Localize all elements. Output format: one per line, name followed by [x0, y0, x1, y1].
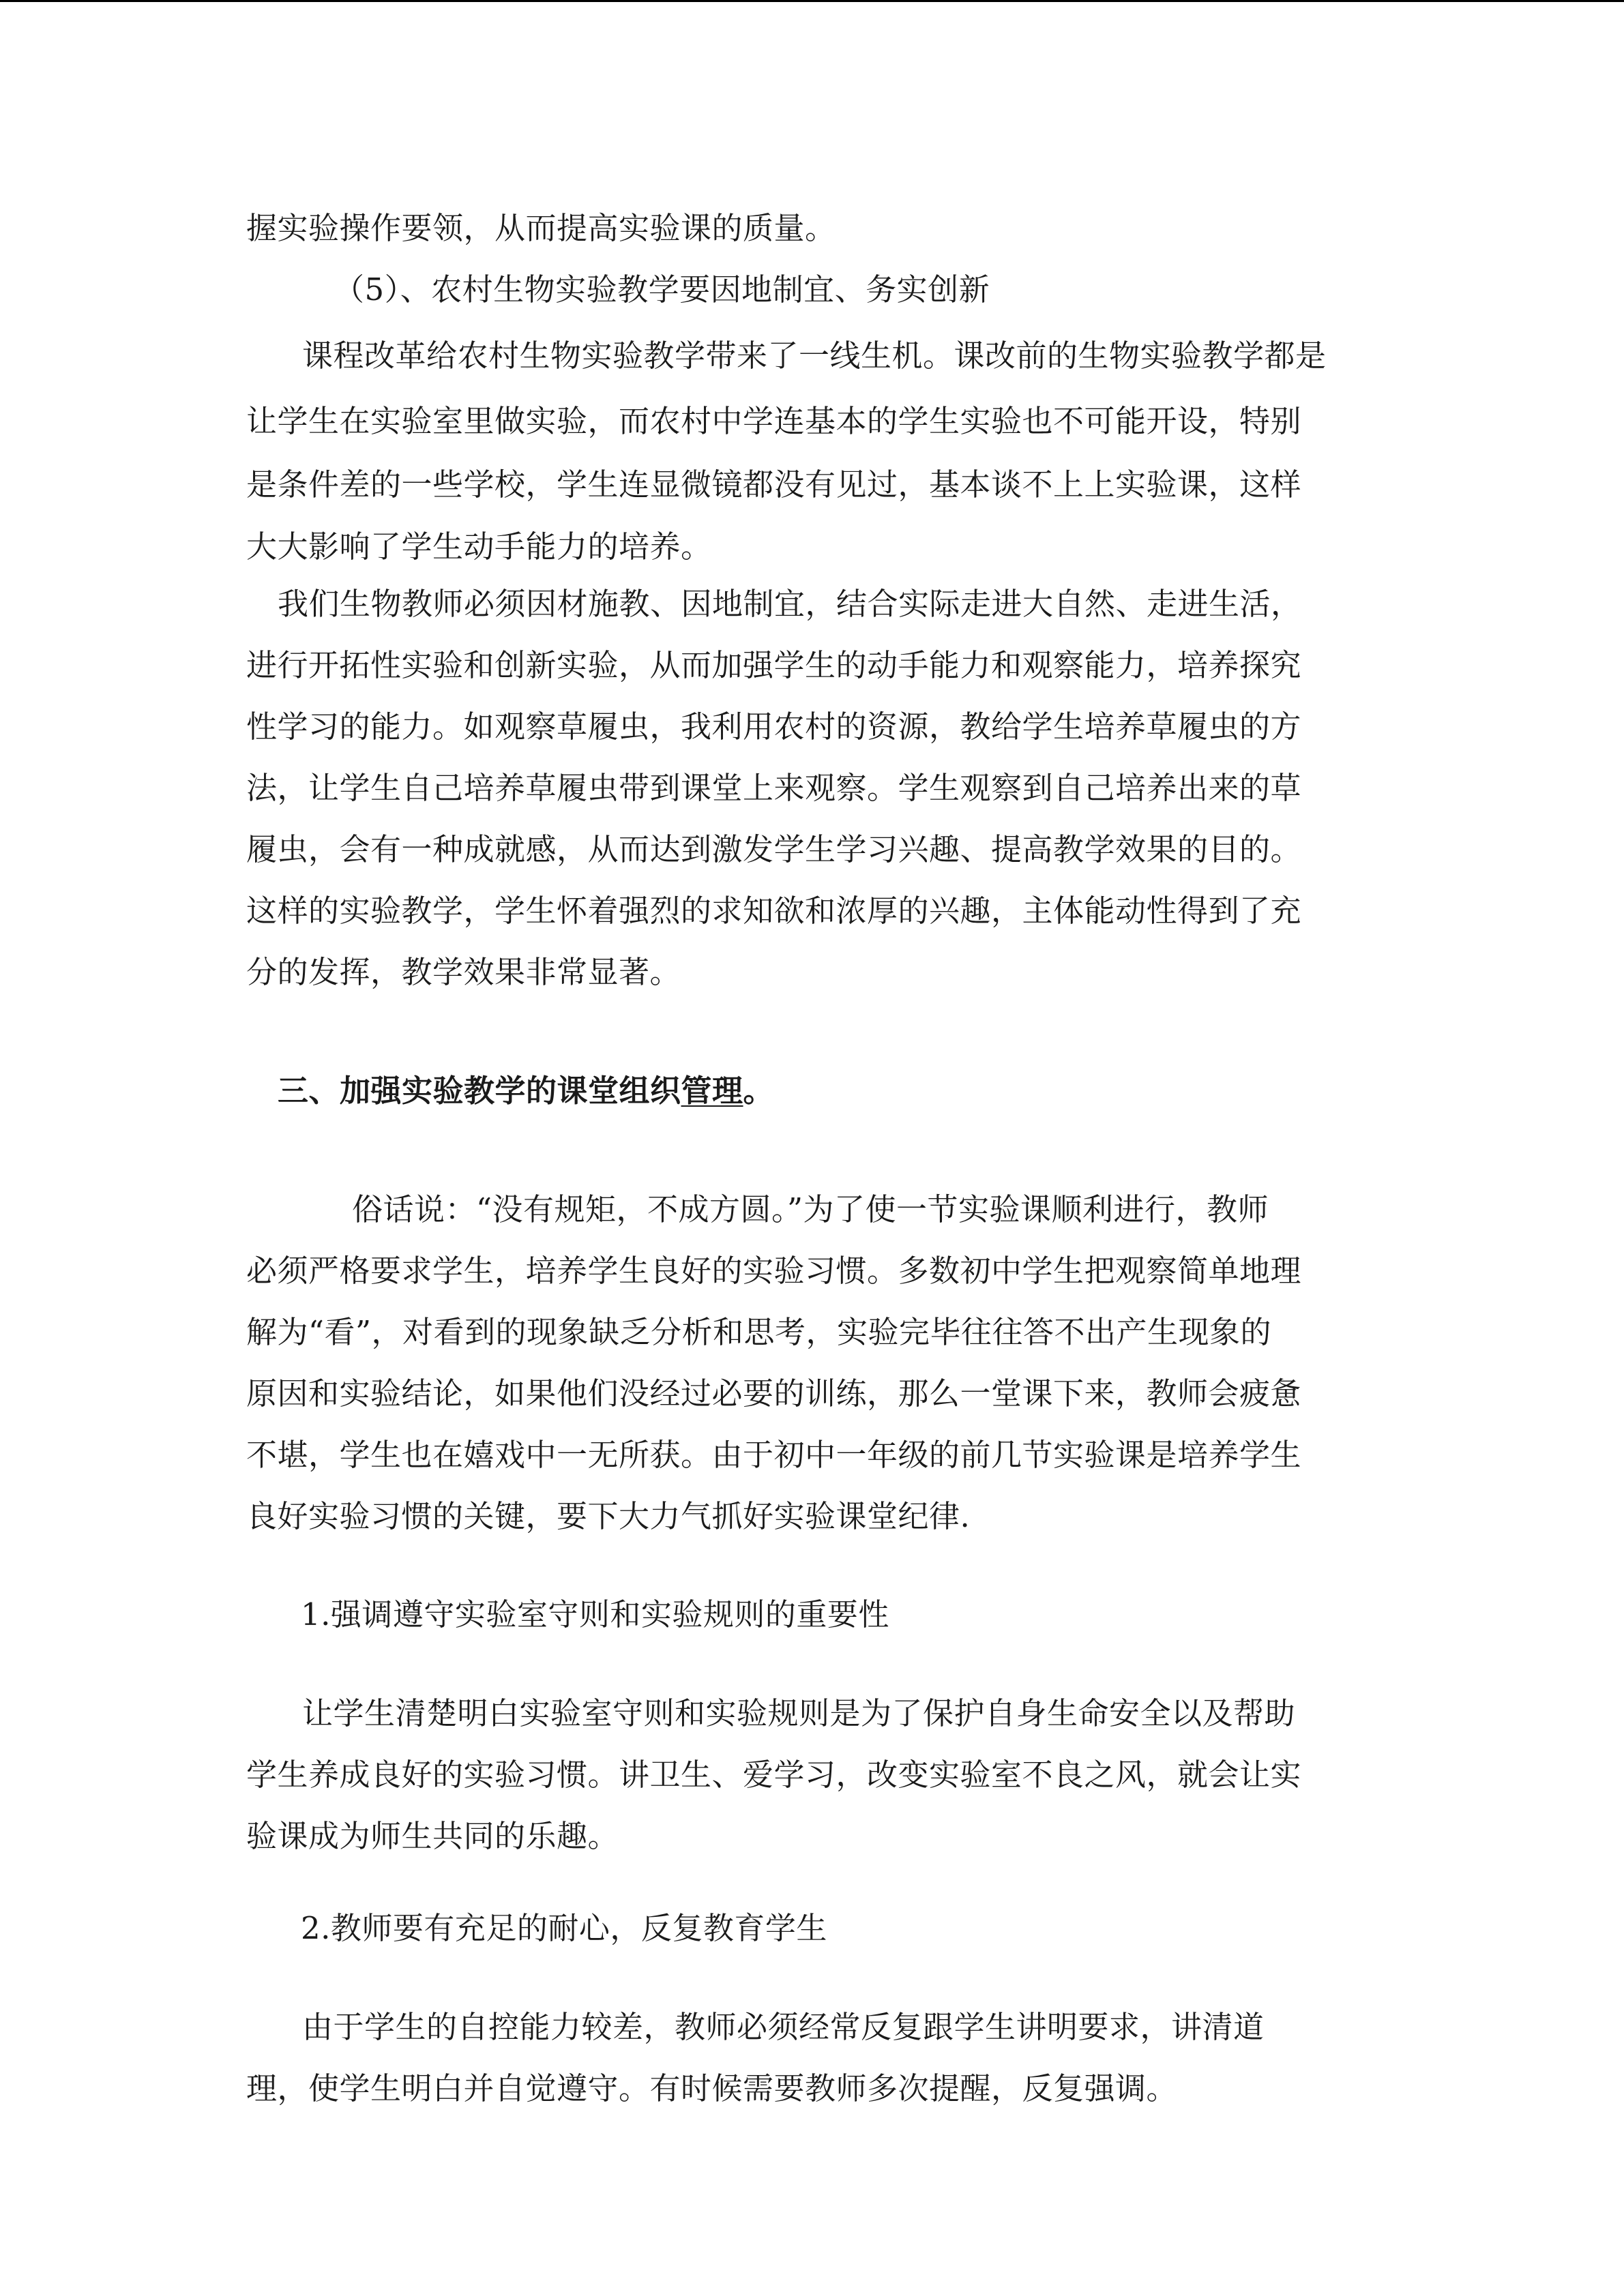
paragraph-line: 良好实验习惯的关键，要下大力气抓好实验课堂纪律.: [246, 1498, 971, 1534]
paragraph-line: 大大影响了学生动手能力的培养。: [246, 528, 712, 565]
subsection-title-2: 2.教师要有充足的耐心，反复教育学生: [301, 1910, 827, 1946]
paragraph-line: 履虫，会有一种成就感，从而达到激发学生学习兴趣、提高教学效果的目的。: [246, 831, 1302, 867]
paragraph-line: 解为“看”，对看到的现象缺乏分析和思考，实验完毕往往答不出产生现象的: [246, 1314, 1272, 1350]
paragraph-line: 课程改革给农村生物实验教学带来了一线生机。课改前的生物实验教学都是: [302, 338, 1327, 374]
paragraph-line: 必须严格要求学生，培养学生良好的实验习惯。多数初中学生把观察简单地理: [246, 1253, 1302, 1289]
paragraph-line: 是条件差的一些学校，学生连显微镜都没有见过，基本谈不上上实验课，这样: [246, 466, 1302, 503]
paragraph-line: 让学生在实验室里做实验，而农村中学连基本的学生实验也不可能开设，特别: [246, 403, 1302, 439]
page-top-border: [0, 0, 1624, 2]
paragraph-line: 性学习的能力。如观察草履虫，我利用农村的资源，教给学生培养草履虫的方: [246, 709, 1302, 745]
paragraph-line: 分的发挥，教学效果非常显著。: [246, 954, 681, 990]
paragraph-line: 握实验操作要领，从而提高实验课的质量。: [246, 210, 836, 246]
paragraph-line: 我们生物教师必须因材施教、因地制宜，结合实际走进大自然、走进生活，: [278, 586, 1302, 622]
heading-underlined-text: 管理: [681, 1073, 743, 1109]
paragraph-line: 让学生清楚明白实验室守则和实验规则是为了保护自身生命安全以及帮助: [302, 1695, 1296, 1731]
paragraph-line: 进行开拓性实验和创新实验，从而加强学生的动手能力和观察能力，培养探究: [246, 647, 1302, 683]
subsection-title-1: 1.强调遵守实验室守则和实验规则的重要性: [301, 1596, 889, 1632]
paragraph-line: 验课成为师生共同的乐趣。: [246, 1818, 619, 1854]
heading-suffix: 。: [743, 1073, 775, 1109]
section-heading-3: [278, 1071, 774, 1112]
paragraph-line: 俗话说：“没有规矩，不成方圆。”为了使一节实验课顺利进行，教师: [352, 1191, 1269, 1227]
paragraph-line: 由于学生的自控能力较差，教师必须经常反复跟学生讲明要求，讲清道: [302, 2009, 1265, 2045]
paragraph-line: 原因和实验结论，如果他们没经过必要的训练，那么一堂课下来，教师会疲惫: [246, 1375, 1302, 1412]
subsection-title-5: （5）、农村生物实验教学要因地制宜、务实创新: [334, 271, 990, 308]
paragraph-line: 学生养成良好的实验习惯。讲卫生、爱学习，改变实验室不良之风，就会让实: [246, 1757, 1302, 1793]
paragraph-line: 法，让学生自己培养草履虫带到课堂上来观察。学生观察到自己培养出来的草: [246, 770, 1302, 806]
paragraph-line: 不堪，学生也在嬉戏中一无所获。由于初中一年级的前几节实验课是培养学生: [246, 1437, 1302, 1473]
paragraph-line: 理，使学生明白并自觉遵守。有时候需要教师多次提醒，反复强调。: [246, 2070, 1178, 2106]
paragraph-line: 这样的实验教学，学生怀着强烈的求知欲和浓厚的兴趣，主体能动性得到了充: [246, 893, 1302, 929]
heading-text: 三、加强实验教学的课堂组织: [278, 1073, 681, 1109]
